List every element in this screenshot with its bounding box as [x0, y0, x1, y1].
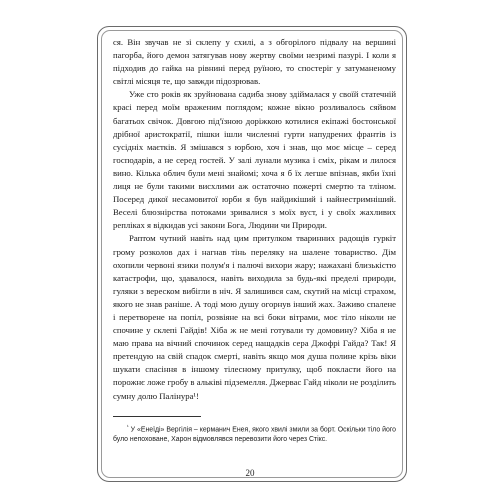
paragraph-1: ся. Він звучав не зі склепу у схилі, а з обгорілого підвалу на вершині пагорба, його демон затягував нову жертву своїми незримі пазурі. І коли я підходив до гайка на рівнині перед руїною, то спостеріг у затуманеному світлі місяця те, що завжди підозрював.: [113, 37, 396, 87]
page-number: 20: [245, 468, 255, 478]
footnote-text: У «Енеїді» Вергілія – керманич Енея, якого хвилі змили за борт. Оскільки тіло його було непоховане, Харон відмовлявся перевозити його через Стікс.: [113, 425, 396, 444]
paragraph-2: Уже сто років як зруйнована садиба знову здіймалася у своїй статечній красі перед моїм враженим поглядом; кожне вікно розливалось сяйвом багатьох свічок. Довгою під'їзною доріжкою котилися екіпажі бостонської дрібної аристократії, пішки ішли численні гурти напудрених франтів із сусідніх маєтків. Я змішався з юрбою, хоч і знав, що моє місце – серед господарів, а не серед гостей. У залі лунали музика і сміх, рікам и лилося вино. Кілька облич були мені знайомі; хоча я б їх легше впізнав, якби їхні лиця не були такими висхлими аж остаточно пожерті смертю та тліном. Посеред дикої несамовитої юрби я був найдикіший і найнестримніший. Веселі блюзнірства потоками зривалися з моїх вуст, і у своїх жахливих репліках я відкидав усі закони Бога, Людини чи Природи.: [113, 89, 396, 231]
paragraph-3: Раптом чутний навіть над цим притулком тваринних радощів гуркіт грому розколов дах і нагнав тінь переляку на шалене товариство. Дім охопили червоні язики полум'я і палючі вихори жару; нажахані близькістю катастрофи, що, здавалося, навіть виходила за будь-які пределі природи, гуляки з вереском вибігли в ніч. Я залишився сам, скутий на місці страхом, якого не знав раніше. А тоді мою душу огорнув інший жах. Заживо спалене і перетворене на попіл, розвіяне на всі боки вітрами, моє тіло ніколи не спочине у склепі Гайдів! Хіба ж не мені готували ту домовину? Хіба я не маю права на вічний спочинок серед нащадків сера Джофрі Гайда? Так! Я претендую на свій спадок смерті, навіть якщо моя душа полине крізь віки шукати спасіння в іншому тілесному притулку, щоб покласти його на порожнє ложе гробу в альківі підземелля. Джервас Гайд ніколи не розділить сумну долю Палінура¹!: [113, 233, 396, 401]
footnote-divider: [113, 416, 201, 417]
page-content: [113, 36, 396, 445]
footnote: [113, 422, 396, 446]
footnote-marker: ¹: [127, 423, 129, 430]
